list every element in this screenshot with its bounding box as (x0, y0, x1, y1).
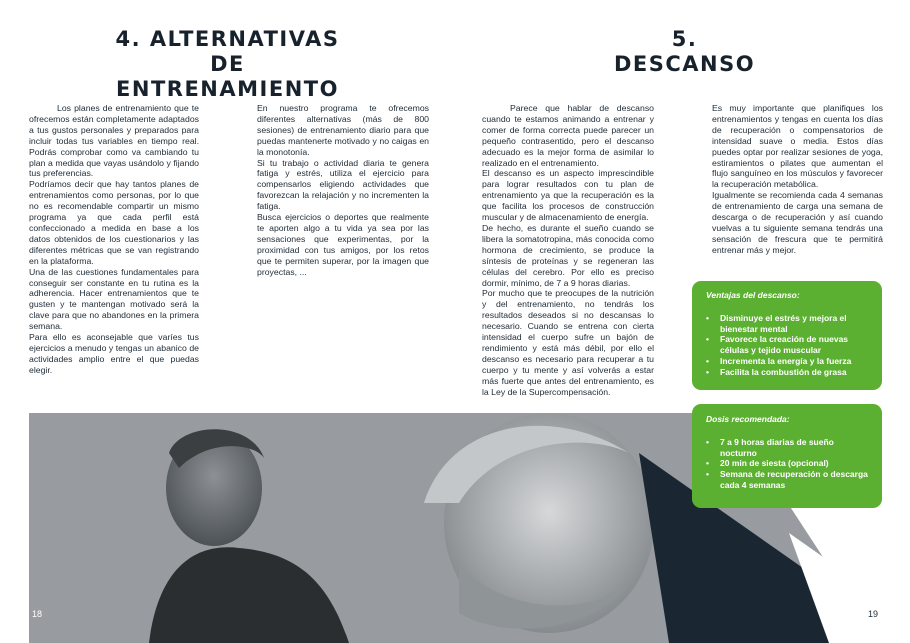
paragraph: Parece que hablar de descanso cuando te estamos animando a entrenar y comer de forma correcta puede parecer un pequeño contrasentido, pero el descanso adecuado es la mejor forma de asimilar lo realizado en el entrenamiento. (482, 103, 654, 168)
paragraph: Los planes de entrenamiento que te ofrecemos están completamente adaptados a tus gustos personales y preparados para incluir todas tus variables en tiempo real. Podrás comprobar como va cambiando tu plan a medida que vayas usándolo y fijando tus preferencias. (29, 103, 199, 179)
paragraph: El descanso es un aspecto imprescindible para lograr resultados con tu plan de entrenamiento ya que la recuperación es la que facilita los procesos de construcción muscular y de almacenamiento de energía. (482, 168, 654, 223)
paragraph: Si tu trabajo o actividad diaria te genera fatiga y estrés, utiliza el ejercicio para compensarlos eligiendo actividades que favorezcan la relajación y no incrementen la fatiga. (257, 157, 429, 212)
list-item: • Facilita la combustión de grasa (706, 367, 872, 378)
dose-box-title: Dosis recomendada: (706, 414, 790, 424)
section-heading-alternativas: 4. ALTERNATIVAS DE ENTRENAMIENTO (115, 27, 340, 101)
page-number-left: 18 (32, 609, 43, 619)
list-item: • Incrementa la energía y la fuerza (706, 356, 872, 367)
paragraph: En nuestro programa te ofrecemos diferentes alternativas (más de 800 sesiones) de entrenamiento diario para que puedas mantenerte motivado y no caigas en la monotonía. (257, 103, 429, 157)
paragraph: Podríamos decir que hay tantos planes de entrenamientos como personas, por lo que no es recomendable compartir un mismo programa ya que cada perfil está confeccionado a medida en base a los datos obtenidos de los cuestionarios y las diferentes métricas que se van registrando en la plataforma. (29, 179, 199, 266)
paragraph: De hecho, es durante el sueño cuando se libera la somatotropina, más conocida como hormona de crecimiento, se produce la síntesis de proteínas y se regeneran las células del cerebro. Por ello es preciso dormir, mínimo, de 7 a 9 horas diarias. (482, 222, 654, 288)
text-column-3 (482, 103, 654, 397)
list-item: • 20 min de siesta (opcional) (706, 458, 872, 469)
text-column-4 (712, 103, 883, 256)
benefits-list (706, 313, 872, 378)
dose-box (692, 404, 882, 508)
paragraph: Es muy importante que planifiques los entrenamientos y tengas en cuenta los días de recuperación o compensatorios de intensidad suave o media. Estos días puedes optar por realizar sesiones de yoga, estiramientos o pilates que aumentan el flujo sanguíneo en los músculos y favorecer la recuperación metabólica. (712, 103, 883, 190)
dose-list (706, 437, 872, 491)
list-item: • 7 a 9 horas diarias de sueño nocturno (706, 437, 872, 459)
paragraph: Por mucho que te preocupes de la nutrición y del entrenamiento, no tendrás los resultados deseados si no descansas lo necesario. Cuando se entrena con cierta intensidad el cuerpo sufre un bajón de rendimiento y está más débil, por ello el descanso es necesario para recuperar a tu cuerpo y tu mente y así volverás a estar más fuerte que antes del entrenamiento, es la Ley de la Supercompensación. (482, 288, 654, 397)
paragraph: Para ello es aconsejable que varíes tus ejercicios a menudo y tengas un abanico de actividades amplio entre el que puedas elegir. (29, 332, 199, 375)
list-item: • Disminuye el estrés y mejora el bienestar mental (706, 313, 872, 335)
page-number-right: 19 (868, 609, 879, 619)
paragraph: Igualmente se recomienda cada 4 semanas de entrenamiento de carga una semana de descarga o de recuperación y así cuando vuelvas a tu siguiente semana tendrás una sensación de frescura que te permitirá entrenar más y mejor. (712, 190, 883, 255)
benefits-box (692, 281, 882, 390)
text-column-1 (29, 103, 199, 376)
list-item: • Favorece la creación de nuevas células y tejido muscular (706, 334, 872, 356)
paragraph: Busca ejercicios o deportes que realmente te aporten algo a tu vida ya sea por las sensaciones que experimentas, por la proximidad con tus amigos, por los retos que te permiten superar, por la imagen que proyectas, ... (257, 212, 429, 277)
paragraph: Una de las cuestiones fundamentales para conseguir ser constante en tu rutina es la adherencia. Hacer entrenamientos que te gusten y te mantengan motivado será la clave para que no abandones en la primera semana. (29, 266, 199, 332)
text-column-2 (257, 103, 429, 278)
list-item: • Semana de recuperación o descarga cada 4 semanas (706, 469, 872, 491)
benefits-box-title: Ventajas del descanso: (706, 290, 800, 300)
section-heading-descanso: 5. DESCANSO (613, 27, 756, 76)
